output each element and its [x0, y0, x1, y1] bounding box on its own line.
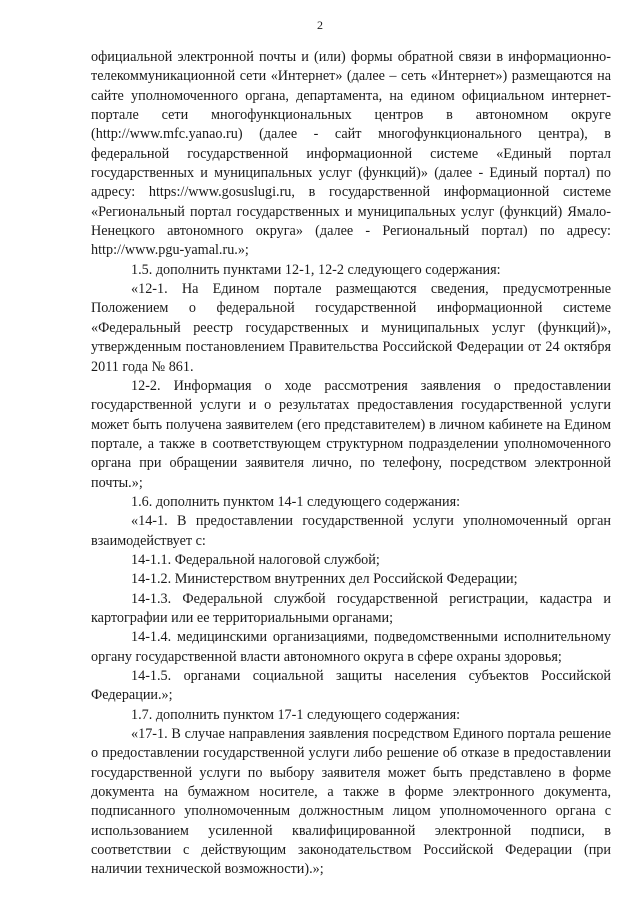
- paragraph-clause-12-2: 12-2. Информация о ходе рассмотрения заявления о предоставлении государственной услуги и о результатах предоставления государственной услуги может быть получена заявителем (его представителем) в личном кабинете на Едином портале, а также в соответствующем структурном подразделении уполномоченного органа при обращении заявителя лично, по телефону, посредством электронной почты.»;: [91, 377, 611, 491]
- paragraph-clause-14-1-3: 14-1.3. Федеральной службой государственной регистрации, кадастра и картографии или ее территориальными органами;: [91, 590, 611, 626]
- paragraph-continuation: официальной электронной почты и (или) формы обратной связи в информационно-телекоммуникационной сети «Интернет» (далее – сеть «Интернет») размещаются на сайте уполномоченного органа, департамента, на едином официальном интернет-портале сети многофункциональных центров в автономном округе (http://www.mfc.yanao.ru) (далее - сайт многофункционального центра), в федеральной государственной информационной системе «Единый портал государственных и муниципальных услуг (функций)» (далее - Единый портал) по адресу: https://www.gosuslugi.ru, в государственной информационной системе «Региональный портал государственных и муниципальных услуг (функций) Ямало-Ненецкого автономного округа» (далее - Региональный портал) по адресу: http://www.pgu-yamal.ru.»;: [91, 49, 611, 259]
- document-body: [91, 48, 611, 880]
- paragraph-clause-17-1: «17-1. В случае направления заявления посредством Единого портала решение о предоставлении государственной услуги либо решение об отказе в предоставлении государственной услуги по выбору заявителя может быть представлено в форме документа на бумажном носителе, а также в форме электронного документа, подписанного уполномоченным должностным лицом уполномоченного органа с использованием усиленной квалифицированной электронной подписи, в соответствии с действующим законодательством Российской Федерации (при наличии технической возможности).»;: [91, 726, 611, 878]
- paragraph-clause-14-1-1: 14-1.1. Федеральной налоговой службой;: [131, 551, 380, 568]
- paragraph-clause-14-1-2: 14-1.2. Министерством внутренних дел Российской Федерации;: [131, 571, 518, 588]
- paragraph-amendment-1-6: 1.6. дополнить пунктом 14-1 следующего содержания:: [131, 493, 461, 510]
- page-number: 2: [317, 18, 323, 32]
- paragraph-amendment-1-7: 1.7. дополнить пунктом 17-1 следующего содержания:: [131, 706, 461, 723]
- paragraph-clause-14-1: «14-1. В предоставлении государственной услуги уполномоченный орган взаимодействует с:: [91, 513, 611, 549]
- paragraph-amendment-1-5: 1.5. дополнить пунктами 12-1, 12-2 следующего содержания:: [131, 261, 501, 278]
- paragraph-clause-12-1: «12-1. На Едином портале размещаются сведения, предусмотренные Положением о федеральной государственной информационной системе «Федеральный реестр государственных и муниципальных услуг (функций)», утвержденным постановлением Правительства Российской Федерации от 24 октября 2011 года № 861.: [91, 281, 611, 375]
- paragraph-clause-14-1-5: 14-1.5. органами социальной защиты населения субъектов Российской Федерации.»;: [91, 668, 611, 704]
- paragraph-clause-14-1-4: 14-1.4. медицинскими организациями, подведомственными исполнительному органу государственной власти автономного округа в сфере охраны здоровья;: [91, 629, 611, 665]
